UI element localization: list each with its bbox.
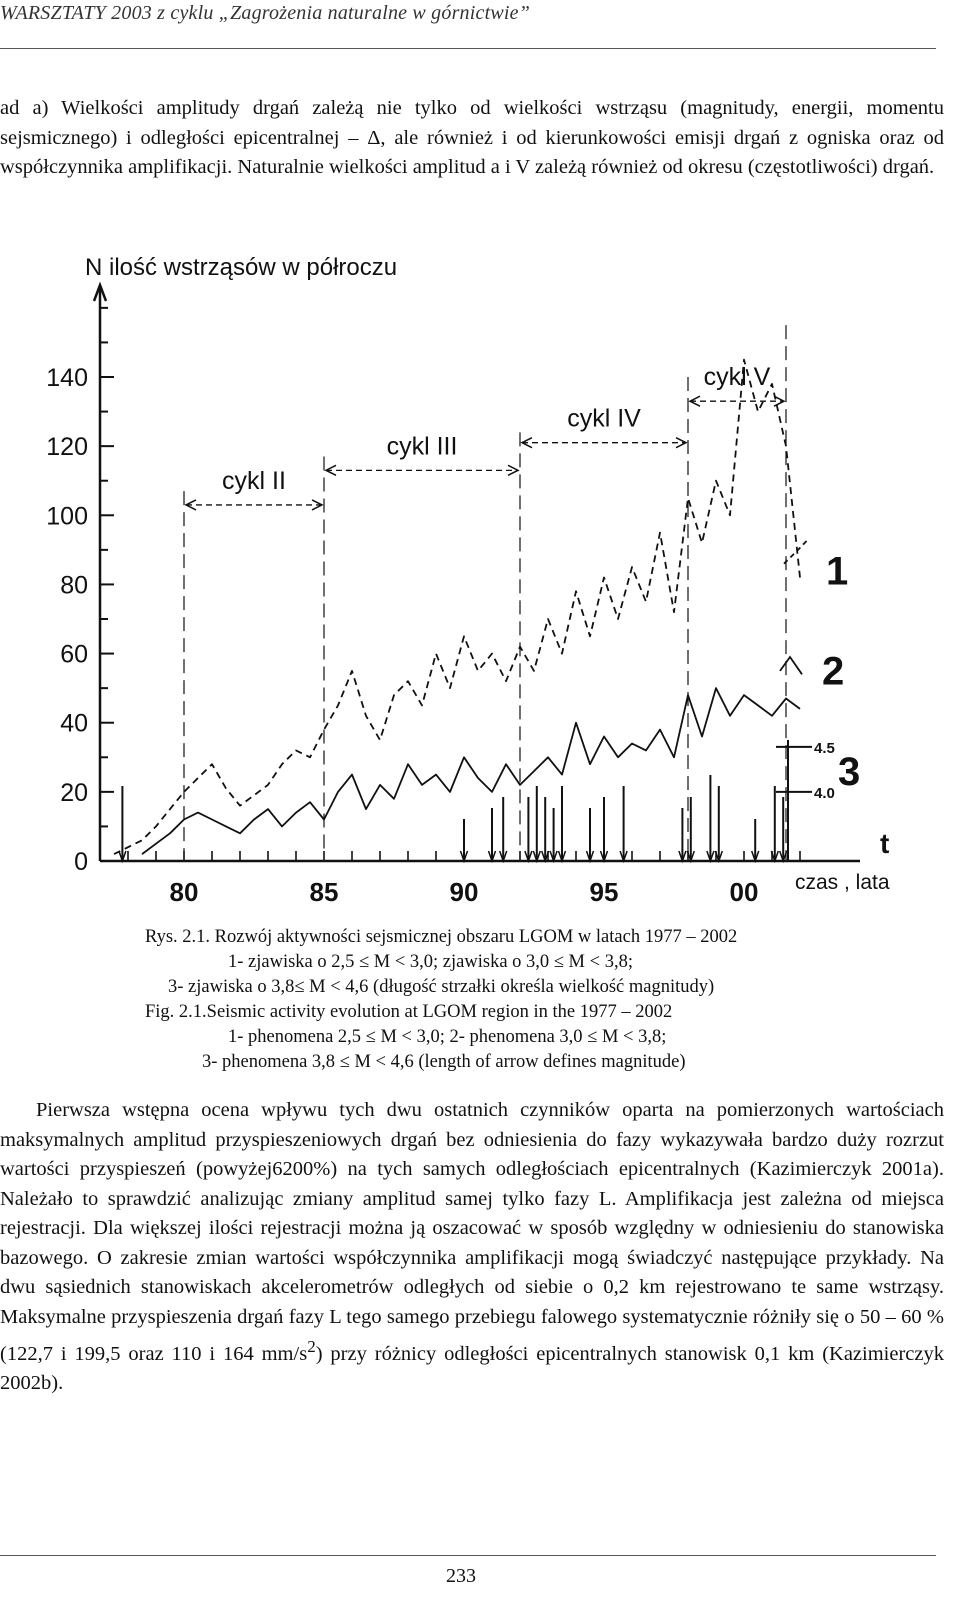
legend-1-label: 1 [826,549,849,594]
cycle-label: cykl III [386,432,458,461]
seismic-activity-chart [0,245,960,925]
y-tick-label: 40 [60,709,88,738]
caption-en-legend-1: 1- phenomena 2,5 ≤ M < 3,0; 2- phenomena 3,0 ≤ M < 3,8; [228,1027,667,1047]
legend-3-scale-label: 4.0 [814,784,835,802]
cycle-label: cykl V [703,363,771,392]
body-paragraph-text: Pierwsza wstępna ocena wpływu tych dwu ostatnich czynników oparta na pomierzonych wartościach maksymalnych amplitud przyspieszeniowych drgań bez odniesienia do fazy wykazywała bardzo duży rozrzut wartości przyspieszeń (powyżej6200%) na tych samych odległościach epicentralnych (Kazimierczyk 2001a). Należało to sprawdzić analizując zmiany amplitud samej tylko fazy L. Amplifikacja jest zależna od miejsca rejestracji. Dla większej ilości rejestracji można ją oszacować w sposób względny w odniesieniu do stanowiska bazowego. O zakresie zmian wartości współczynnika amplifikacji mogą świadczyć następujące przykłady. Na dwu sąsiednich stanowiskach akcelerometrów odległych od siebie o 0,2 km rejestrowano te same wstrząsy. Maksymalne przyspieszenia drgań fazy L tego samego przebiegu falowego systematycznie różniły się o 50 – 60 % (122,7 i 199,5 oraz 110 i 164 mm/s [0,1099,944,1365]
footer-divider [0,1555,936,1556]
cycle-label: cykl II [222,466,286,495]
x-axis-symbol: t [880,828,890,859]
running-header: WARSZTATY 2003 z cyklu „Zagrożenia naturalne w górnictwie” [0,2,531,24]
page-number: 233 [446,1565,476,1587]
caption-pl-title: Rys. 2.1. Rozwój aktywności sejsmicznej obszaru LGOM w latach 1977 – 2002 [145,927,738,947]
caption-pl-legend-2: 3- zjawiska o 3,8≤ M < 4,6 (długość strzałki określa wielkość magnitudy) [168,977,715,997]
y-tick-label: 20 [60,778,88,807]
caption-en-title: Fig. 2.1.Seismic activity evolution at LGOM region in the 1977 – 2002 [145,1002,673,1022]
legend-3-label: 3 [838,749,861,794]
legend-2-swatch [780,657,802,674]
x-tick-label: 90 [449,877,479,907]
body-paragraph [0,1096,944,1399]
x-axis-label: czas , lata [795,871,890,894]
magnitude-arrows [119,775,787,861]
y-tick-label: 80 [60,571,88,600]
x-tick-label: 00 [729,877,759,907]
y-axis-label: N ilość wstrząsów w półroczu [85,254,398,281]
legend-1-swatch [784,539,808,563]
cycle-markers [184,325,786,861]
x-tick-label: 80 [169,877,199,907]
y-tick-label: 0 [74,848,88,876]
y-tick-label: 60 [60,640,88,669]
figure-2-1 [0,245,960,925]
x-tick-label: 85 [309,877,339,907]
x-tick-label: 95 [589,877,619,907]
legend-3-scale-label: 4.5 [814,739,835,757]
legend-2-label: 2 [822,649,845,694]
y-tick-label: 140 [46,364,88,392]
y-tick-label: 100 [46,502,88,531]
body-paragraph-end: ) przy różnicy odległości epicentralnych stanowisk 0,1 km (Kazimierczyk 2002b). [0,1342,944,1395]
superscript: 2 [307,1337,316,1356]
series-2-line [142,688,800,854]
header-divider [0,48,936,49]
caption-pl-legend-1: 1- zjawiska o 2,5 ≤ M < 3,0; zjawiska o 3,0 ≤ M < 3,8; [228,952,633,972]
axes [46,254,890,907]
intro-paragraph: ad a) Wielkości amplitudy drgań zależą nie tylko od wielkości wstrząsu (magnitudy, energii, momentu sejsmicznego) i odległości epicentralnej – Δ, ale również i od kierunkowości emisji drgań z ogniska oraz od współczynnika amplifikacji. Naturalnie wielkości amplitud a i V zależą również od okresu (częstotliwości) drgań. [0,97,944,178]
cycle-label: cykl IV [567,404,641,433]
caption-en-legend-2: 3- phenomena 3,8 ≤ M < 4,6 (length of arrow defines magnitude) [202,1052,686,1072]
y-tick-label: 120 [46,433,88,462]
